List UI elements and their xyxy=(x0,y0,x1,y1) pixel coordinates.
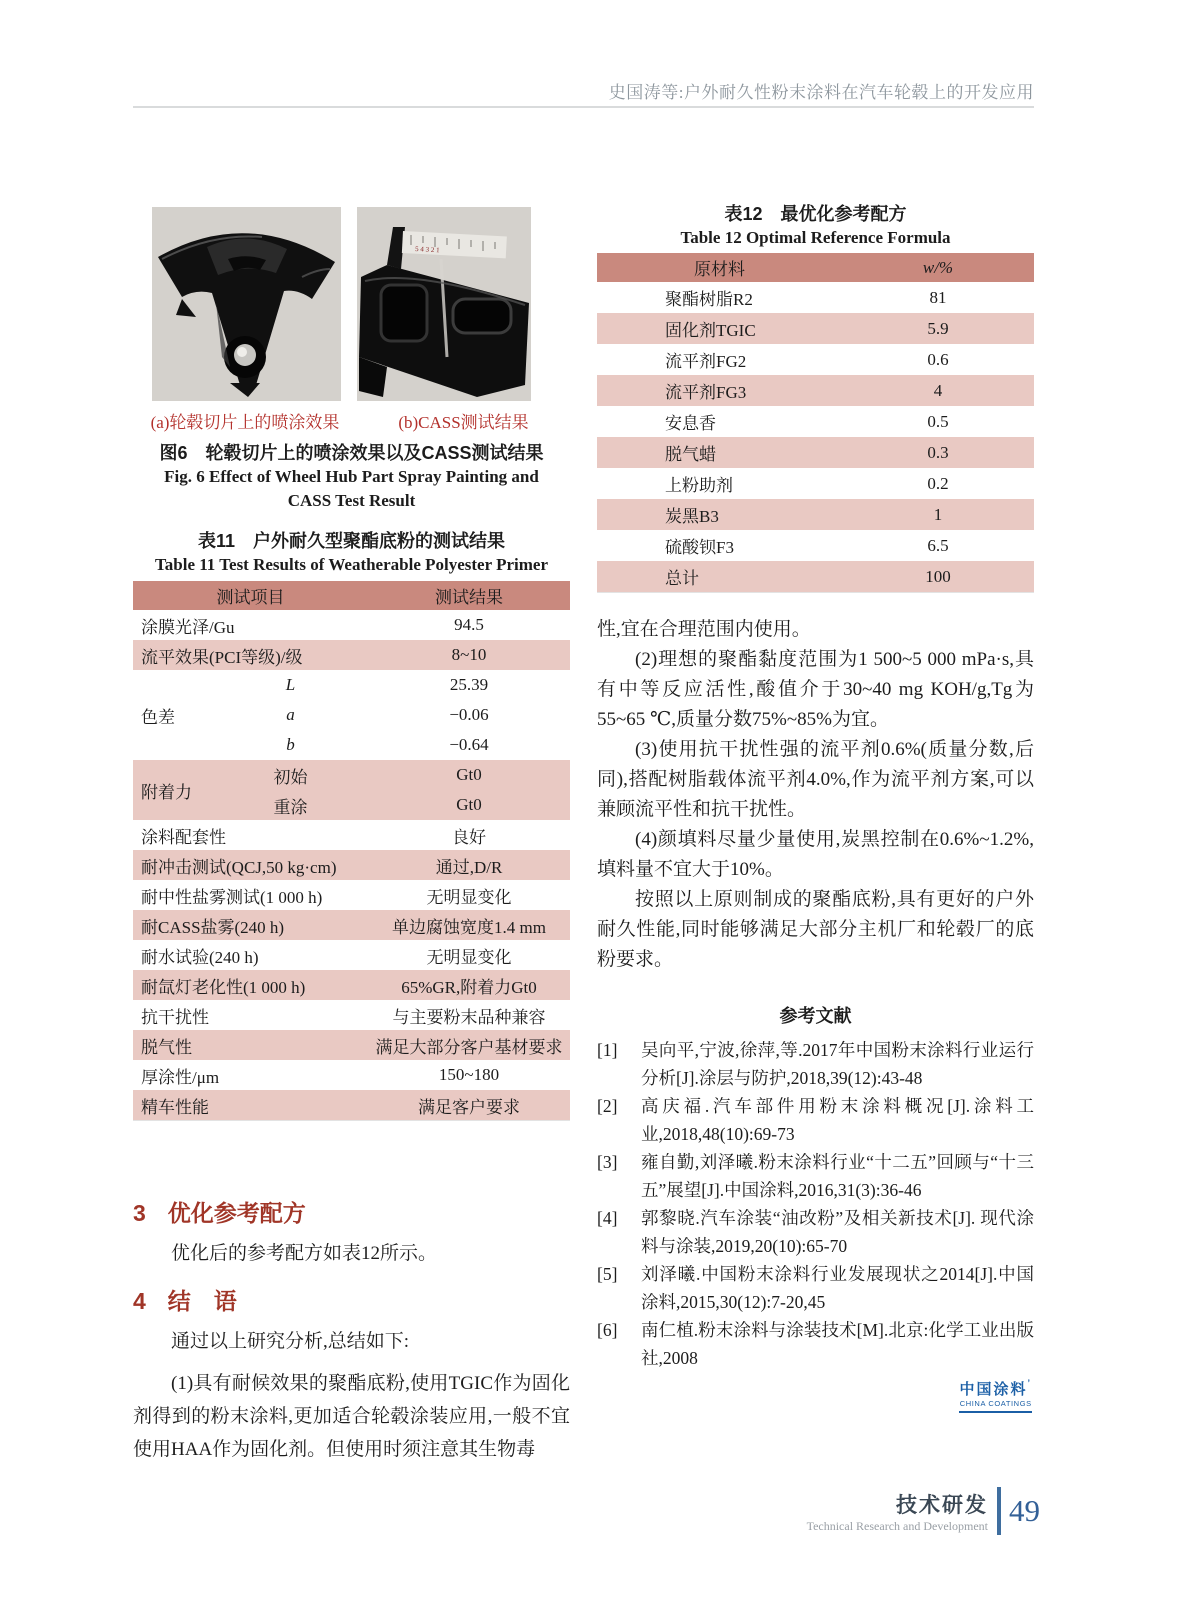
cell-value: 0.3 xyxy=(927,442,949,462)
body-paragraph-continuation: 性,宜在合理范围内使用。 xyxy=(597,619,811,640)
svg-text:5 4 3 2 1: 5 4 3 2 1 xyxy=(414,245,440,255)
references-heading: 参考文献 xyxy=(779,1006,852,1026)
footer-section-en: Technical Research and Development xyxy=(806,1518,988,1533)
china-coatings-logo xyxy=(597,1378,1034,1413)
cell-item: 精车性能 xyxy=(141,1097,209,1117)
photo-cass-test-result xyxy=(357,207,531,401)
table-row xyxy=(133,1000,570,1030)
table-row xyxy=(597,375,1034,406)
section3-paragraph: 优化后的参考配方如表12所示。 xyxy=(171,1243,438,1264)
cell-result: 150~180 xyxy=(438,1065,500,1084)
cell-value: 81 xyxy=(929,287,947,307)
table-row xyxy=(133,820,570,850)
subcaption-b: (b)CASS测试结果 xyxy=(398,413,529,432)
table-row xyxy=(597,468,1034,499)
table-row xyxy=(597,344,1034,375)
cell-value: 4 xyxy=(933,380,943,400)
table-row xyxy=(133,1090,570,1120)
cell-item: 耐中性盐雾测试(1 000 h) xyxy=(141,887,323,907)
table-row xyxy=(133,970,570,1000)
table12-col-material: 原材料 xyxy=(694,260,745,279)
cell-result: 满足大部分客户基材要求 xyxy=(375,1037,563,1057)
table12-title-en: Table 12 Optimal Reference Formula xyxy=(680,228,951,247)
logo-text-cn: 中国涂料 xyxy=(959,1381,1028,1398)
cell-value: 100 xyxy=(925,566,951,586)
figure6-subcaptions xyxy=(133,408,570,433)
reference-1 xyxy=(597,1036,1034,1092)
reference-5 xyxy=(597,1260,1034,1316)
cell-result: 良好 xyxy=(452,827,486,847)
cell-item: 厚涂性/μm xyxy=(141,1067,220,1087)
cell-value: 0.5 xyxy=(927,411,949,431)
section4-number: 4 xyxy=(133,1288,146,1314)
page-footer xyxy=(807,1487,1040,1535)
reference-text: 郭黎晓.汽车涂装“油改粉”及相关新技术[J]. 现代涂料与涂装,2019,20(10):65-70 xyxy=(641,1208,1034,1256)
cell-value: 0.2 xyxy=(927,473,949,493)
sub-value: −0.64 xyxy=(449,735,489,754)
section3-number: 3 xyxy=(133,1200,146,1226)
table11 xyxy=(133,581,570,1121)
table11-title-cn: 表11 户外耐久型聚酯底粉的测试结果 xyxy=(197,531,506,551)
running-header: 史国涛等:户外耐久性粉末涂料在汽车轮毂上的开发应用 xyxy=(608,83,1034,102)
cell-result: 65%GR,附着力Gt0 xyxy=(401,977,537,997)
section3-heading xyxy=(133,1195,570,1228)
table-row xyxy=(133,1030,570,1060)
table-row xyxy=(133,880,570,910)
cell-item: 耐水试验(240 h) xyxy=(141,947,259,967)
cell-material: 流平剂FG3 xyxy=(665,383,747,402)
table-row xyxy=(133,1060,570,1090)
cell-value: 0.6 xyxy=(927,349,949,369)
subcaption-a: (a)轮毂切片上的喷涂效果 xyxy=(150,413,340,432)
cell-result: 与主要粉末品种兼容 xyxy=(392,1007,546,1027)
logo-mark: ’ xyxy=(1027,1378,1032,1388)
reference-4 xyxy=(597,1204,1034,1260)
cell-item: 耐CASS盐雾(240 h) xyxy=(141,917,285,937)
section4-heading xyxy=(133,1283,570,1316)
reference-number: [4] xyxy=(597,1208,618,1228)
right-column xyxy=(597,195,1034,1413)
section3-title: 优化参考配方 xyxy=(167,1200,306,1226)
table-row xyxy=(597,530,1034,561)
table-row xyxy=(597,499,1034,530)
section4-title: 结 语 xyxy=(167,1288,237,1314)
body-paragraph-5: 按照以上原则制成的聚酯底粉,具有更好的户外耐久性能,同时能够满足大部分主机厂和轮毂厂的底粉要求。 xyxy=(597,889,1034,970)
table12 xyxy=(597,253,1034,593)
cell-item: 抗干扰性 xyxy=(141,1007,209,1027)
group-label: 附着力 xyxy=(141,782,192,802)
footer-divider-bar xyxy=(997,1487,1001,1535)
cell-result: 通过,D/R xyxy=(435,857,503,877)
references-list xyxy=(597,1036,1034,1372)
cell-value: 6.5 xyxy=(927,535,949,555)
body-paragraph-3: (3)使用抗干扰性强的流平剂0.6%(质量分数,后同),搭配树脂载体流平剂4.0%,作为流平剂方案,可以兼顾流平性和抗干扰性。 xyxy=(597,739,1034,820)
cell-material: 上粉助剂 xyxy=(665,476,733,495)
sub-value: Gt0 xyxy=(456,795,482,814)
cell-item: 流平效果(PCI等级)/级 xyxy=(141,647,303,667)
cell-result: 8~10 xyxy=(451,645,487,664)
reference-2 xyxy=(597,1092,1034,1148)
table-row xyxy=(133,640,570,670)
cell-material: 固化剂TGIC xyxy=(665,321,756,340)
section4-paragraph-1: 通过以上研究分析,总结如下: xyxy=(171,1331,410,1352)
sub-value: 25.39 xyxy=(449,675,489,694)
sub-item: b xyxy=(286,735,295,754)
sub-item: 初始 xyxy=(273,767,308,787)
cell-material: 聚酯树脂R2 xyxy=(665,290,753,309)
cell-item: 耐冲击测试(QCJ,50 kg·cm) xyxy=(141,857,337,877)
sub-item: L xyxy=(285,675,296,694)
figure6-title-en-line1: Fig. 6 Effect of Wheel Hub Part Spray Painting and xyxy=(164,467,539,486)
figure6-photos xyxy=(152,207,570,401)
sub-value: −0.06 xyxy=(449,705,489,724)
reference-3 xyxy=(597,1148,1034,1204)
left-column xyxy=(133,195,570,1466)
sub-item: 重涂 xyxy=(273,797,308,817)
cell-item: 涂料配套性 xyxy=(141,827,226,847)
cell-item: 涂膜光泽/Gu xyxy=(141,617,235,637)
table-row xyxy=(597,282,1034,313)
table-row xyxy=(597,561,1034,592)
cell-value: 1 xyxy=(933,504,943,524)
table-row xyxy=(133,850,570,880)
cell-result: 无明显变化 xyxy=(426,947,512,967)
cell-value: 5.9 xyxy=(927,318,949,338)
table-row xyxy=(597,437,1034,468)
figure6-title-en-line2: CASS Test Result xyxy=(287,491,416,510)
reference-number: [6] xyxy=(597,1320,618,1340)
table11-col-result: 测试结果 xyxy=(435,588,503,607)
reference-text: 刘泽曦.中国粉末涂料行业发展现状之2014[J].中国涂料,2015,30(12):7-20,45 xyxy=(641,1264,1034,1312)
cell-item: 脱气性 xyxy=(141,1037,192,1057)
table11-header-row xyxy=(133,581,570,610)
sub-item: a xyxy=(286,705,295,724)
sub-value: Gt0 xyxy=(456,765,482,784)
table-row xyxy=(133,940,570,970)
cell-item: 耐氙灯老化性(1 000 h) xyxy=(141,977,306,997)
reference-number: [3] xyxy=(597,1152,618,1172)
cell-material: 安息香 xyxy=(665,414,716,433)
cell-material: 脱气蜡 xyxy=(665,445,716,464)
cell-material: 流平剂FG2 xyxy=(665,352,747,371)
reference-6 xyxy=(597,1316,1034,1372)
cell-result: 单边腐蚀宽度1.4 mm xyxy=(392,917,546,937)
section4-paragraph-2: (1)具有耐候效果的聚酯底粉,使用TGIC作为固化剂得到的粉末涂料,更加适合轮毂涂装应用,一般不宜使用HAA作为固化剂。但使用时须注意其生物毒 xyxy=(133,1373,570,1460)
footer-section-cn: 技术研发 xyxy=(896,1493,988,1517)
reference-number: [5] xyxy=(597,1264,618,1284)
table-row xyxy=(597,313,1034,344)
header-rule xyxy=(133,106,1034,108)
reference-number: [1] xyxy=(597,1040,618,1060)
figure6-title-cn: 图6 轮毂切片上的喷涂效果以及CASS测试结果 xyxy=(159,443,544,463)
table11-title-en: Table 11 Test Results of Weatherable Polyester Primer xyxy=(154,555,548,574)
reference-text: 南仁植.粉末涂料与涂装技术[M].北京:化学工业出版社,2008 xyxy=(641,1320,1034,1368)
table-row xyxy=(133,610,570,640)
logo-text-en: CHINA COATINGS xyxy=(959,1399,1032,1408)
group-label: 色差 xyxy=(141,707,175,727)
reference-text: 吴向平,宁波,徐萍,等.2017年中国粉末涂料行业运行分析[J].涂层与防护,2018,39(12):43-48 xyxy=(641,1040,1034,1088)
page-number: 49 xyxy=(1009,1493,1040,1528)
table12-header-row xyxy=(597,253,1034,282)
cell-material: 总计 xyxy=(665,569,699,588)
reference-number: [2] xyxy=(597,1096,618,1116)
body-paragraph-2: (2)理想的聚酯黏度范围为1 500~5 000 mPa·s,具有中等反应活性,酸值介于30~40 mg KOH/g,Tg为55~65 ℃,质量分数75%~85%为宜。 xyxy=(597,649,1034,730)
cell-material: 硫酸钡F3 xyxy=(665,538,734,557)
body-paragraph-4: (4)颜填料尽量少量使用,炭黑控制在0.6%~1.2%,填料量不宜大于10%。 xyxy=(597,829,1034,880)
reference-text: 高庆福.汽车部件用粉末涂料概况[J].涂料工业,2018,48(10):69-73 xyxy=(641,1096,1034,1144)
table-row xyxy=(597,406,1034,437)
cell-result: 满足客户要求 xyxy=(418,1097,520,1117)
reference-text: 雍自勤,刘泽曦.粉末涂料行业“十二五”回顾与“十三五”展望[J].中国涂料,2016,31(3):36-46 xyxy=(641,1152,1034,1200)
table11-col-item: 测试项目 xyxy=(216,588,285,607)
table12-title-cn: 表12 最优化参考配方 xyxy=(724,204,907,224)
photo-wheel-hub-slice xyxy=(152,207,341,401)
table-row xyxy=(133,910,570,940)
table12-col-w: w/% xyxy=(922,257,954,277)
table-row-group-color-difference xyxy=(133,670,570,760)
table-row-group-adhesion xyxy=(133,760,570,820)
cell-result: 94.5 xyxy=(454,615,484,634)
cell-material: 炭黑B3 xyxy=(665,507,719,526)
cell-result: 无明显变化 xyxy=(426,887,512,907)
